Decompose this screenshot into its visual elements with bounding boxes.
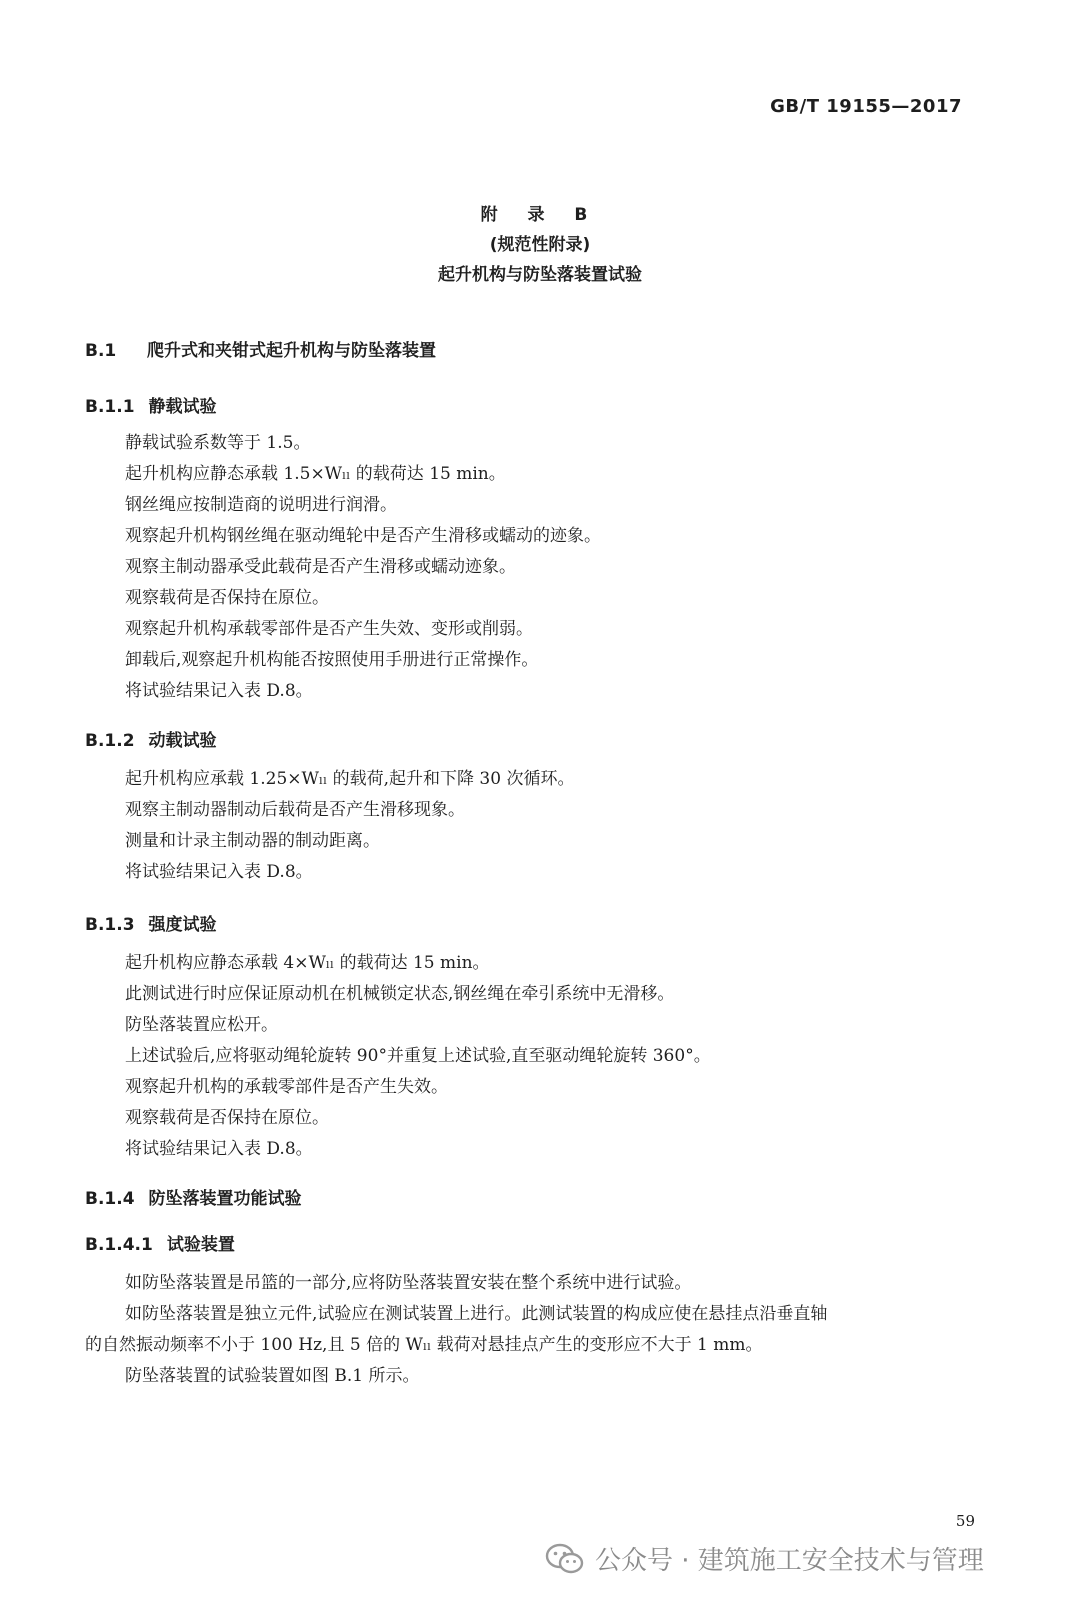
section-heading-b12 xyxy=(85,726,217,751)
section-heading-b13 xyxy=(85,910,217,935)
section-title: 强度试验 xyxy=(148,915,217,935)
body-line: 起升机构应静态承载 4×Wₗₗ 的载荷达 15 min。 xyxy=(125,953,490,973)
watermark-text: 公众号 · 建筑施工安全技术与管理 xyxy=(595,1546,984,1576)
body-line: 此测试进行时应保证原动机在机械锁定状态,钢丝绳在牵引系统中无滑移。 xyxy=(125,984,675,1004)
body-line: 上述试验后,应将驱动绳轮旋转 90°并重复上述试验,直至驱动绳轮旋转 360°。 xyxy=(125,1046,711,1066)
section-title: 爬升式和夹钳式起升机构与防坠落装置 xyxy=(147,341,436,361)
section-heading-b1 xyxy=(85,336,436,361)
section-number: B.1.1 xyxy=(85,397,135,417)
body-line: 观察起升机构承载零部件是否产生失效、变形或削弱。 xyxy=(125,619,533,639)
body-line: 卸载后,观察起升机构能否按照使用手册进行正常操作。 xyxy=(125,650,539,670)
body-line: 防坠落装置的试验装置如图 B.1 所示。 xyxy=(125,1366,420,1386)
body-line: 观察主制动器制动后载荷是否产生滑移现象。 xyxy=(125,800,465,820)
body-line: 起升机构应静态承载 1.5×Wₗₗ 的载荷达 15 min。 xyxy=(125,464,506,484)
section-number: B.1 xyxy=(85,341,117,361)
section-title: 静载试验 xyxy=(148,397,217,417)
appendix-label: 附 录 B xyxy=(480,205,600,225)
page-number: 59 xyxy=(955,1512,975,1530)
body-line: 的自然振动频率不小于 100 Hz,且 5 倍的 Wₗₗ 载荷对悬挂点产生的变形应不大于 1 mm。 xyxy=(85,1335,763,1355)
body-line: 起升机构应承载 1.25×Wₗₗ 的载荷,起升和下降 30 次循环。 xyxy=(125,769,575,789)
body-line: 观察载荷是否保持在原位。 xyxy=(125,1108,329,1128)
section-heading-b11 xyxy=(85,392,217,417)
body-line: 观察主制动器承受此载荷是否产生滑移或蠕动迹象。 xyxy=(125,557,516,577)
section-number: B.1.4.1 xyxy=(85,1235,153,1255)
section-heading-b14 xyxy=(85,1184,302,1209)
appendix-title: 起升机构与防坠落装置试验 xyxy=(438,265,642,285)
wechat-icon xyxy=(545,1542,585,1576)
body-line: 将试验结果记入表 D.8。 xyxy=(125,862,313,882)
body-line: 观察载荷是否保持在原位。 xyxy=(125,588,329,608)
section-number: B.1.3 xyxy=(85,915,135,935)
section-title: 试验装置 xyxy=(166,1235,235,1255)
section-number: B.1.2 xyxy=(85,731,135,751)
body-line: 将试验结果记入表 D.8。 xyxy=(125,681,313,701)
body-line: 测量和计录主制动器的制动距离。 xyxy=(125,831,380,851)
section-body-b11 xyxy=(85,428,1000,707)
body-line: 观察起升机构的承载零部件是否产生失效。 xyxy=(125,1077,448,1097)
section-title: 防坠落装置功能试验 xyxy=(148,1189,302,1209)
section-title: 动载试验 xyxy=(148,731,217,751)
section-number: B.1.4 xyxy=(85,1189,135,1209)
body-line: 如防坠落装置是吊篮的一部分,应将防坠落装置安装在整个系统中进行试验。 xyxy=(125,1273,692,1293)
body-line: 静载试验系数等于 1.5。 xyxy=(125,433,311,453)
wechat-account-watermark xyxy=(545,1540,984,1577)
appendix-heading xyxy=(0,200,1080,290)
section-body-b12 xyxy=(85,764,1000,888)
body-line: 防坠落装置应松开。 xyxy=(125,1015,278,1035)
body-line: 将试验结果记入表 D.8。 xyxy=(125,1139,313,1159)
section-heading-b141 xyxy=(85,1230,235,1255)
body-line: 钢丝绳应按制造商的说明进行润滑。 xyxy=(125,495,397,515)
appendix-type: (规范性附录) xyxy=(489,235,591,255)
body-line: 如防坠落装置是独立元件,试验应在测试装置上进行。此测试装置的构成应使在悬挂点沿垂直轴 xyxy=(125,1304,828,1324)
section-body-b13 xyxy=(85,948,1000,1165)
body-line: 观察起升机构钢丝绳在驱动绳轮中是否产生滑移或蠕动的迹象。 xyxy=(125,526,601,546)
section-body-b141 xyxy=(85,1268,1000,1392)
standard-number: GB/T 19155—2017 xyxy=(770,96,962,117)
